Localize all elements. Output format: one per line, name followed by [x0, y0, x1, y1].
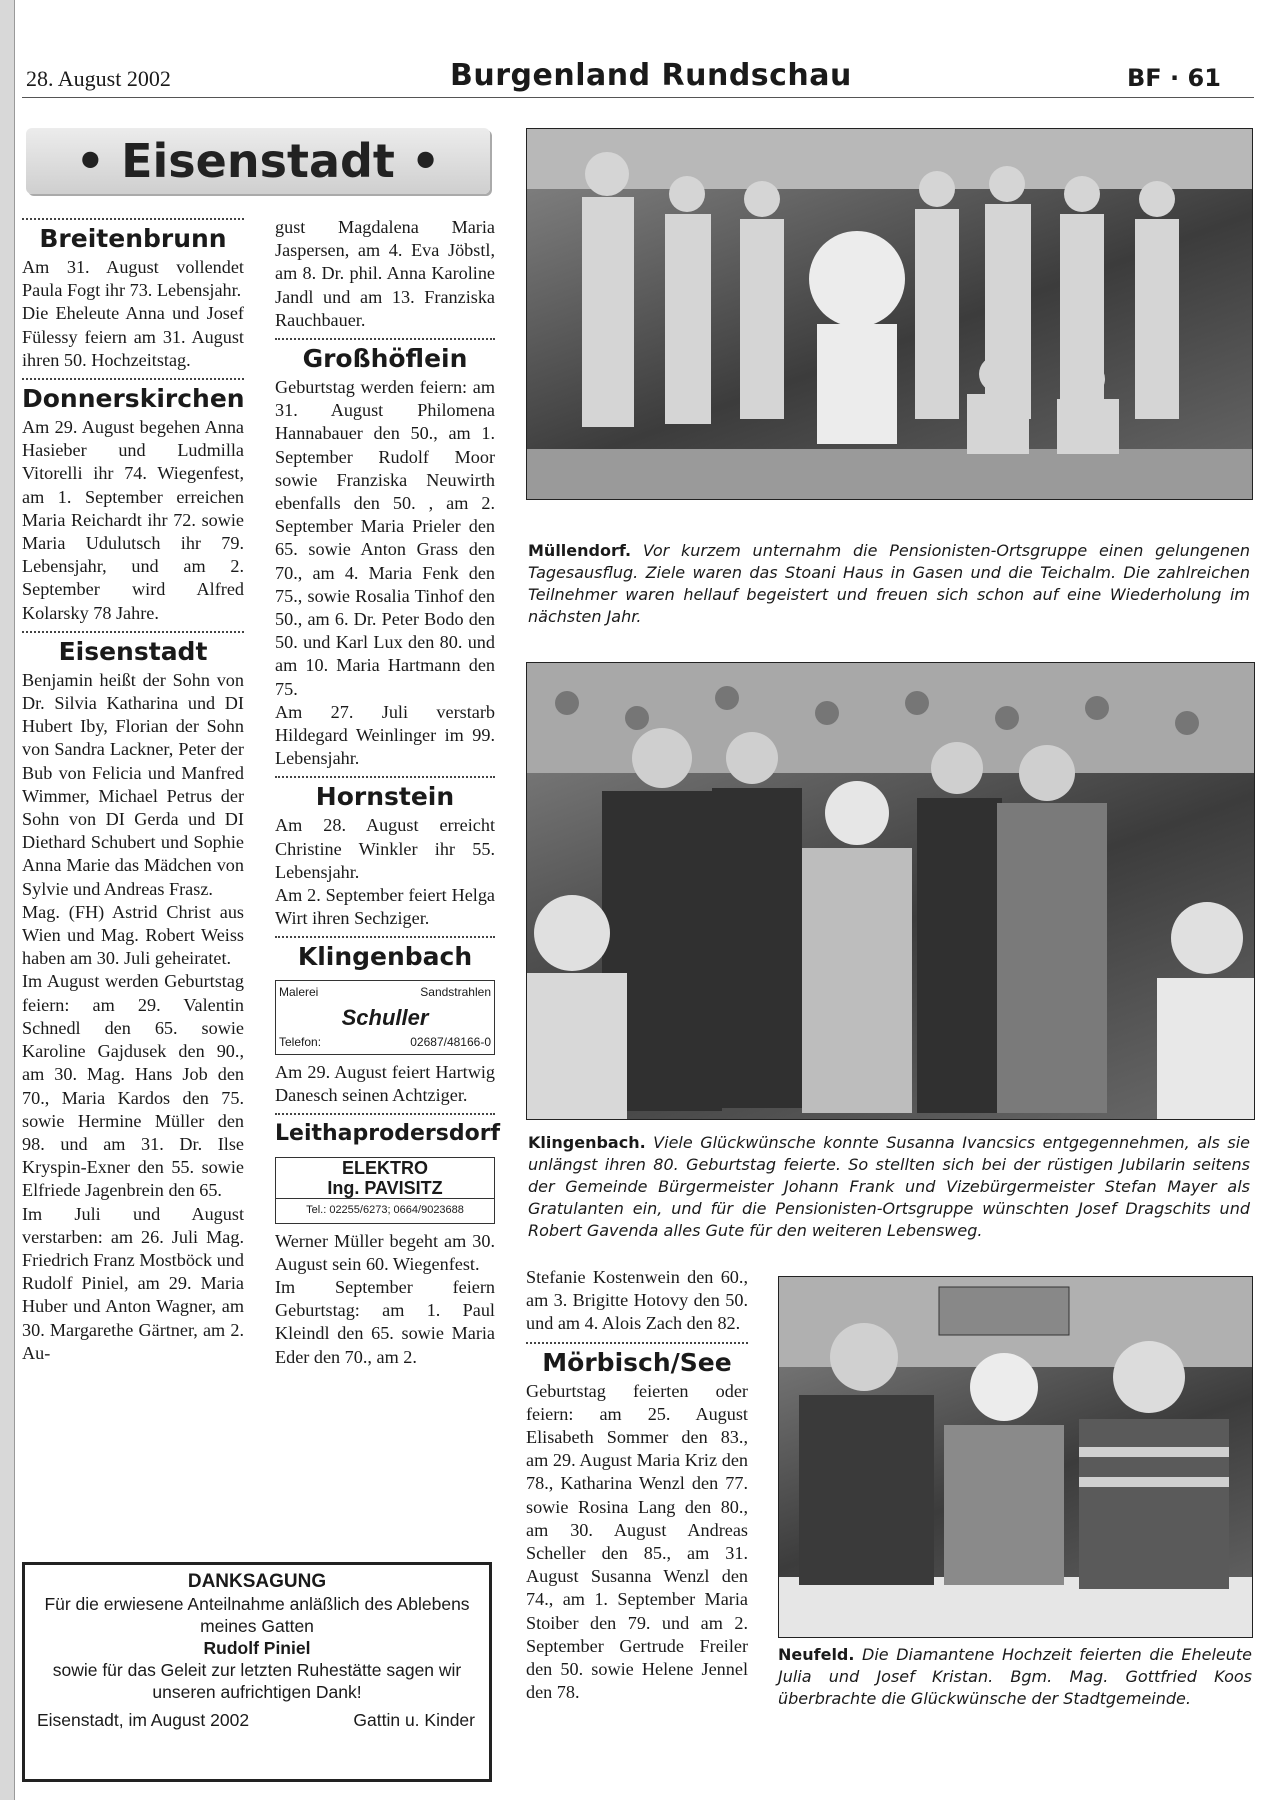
article-text: Am 29. August begehen Anna Hasieber und Ludmilla Vitorelli ihr 74. Wiegenfest, am 1. September erreichen Maria Reichardt ihr 72. sowie Maria Udulutsch ihr 79. Lebensjahr, und am 2. September wird Alfred Kolarsky 78 Jahre.: [22, 417, 244, 623]
article-text: Am 28. August erreicht Christine Winkler ihr 55. Lebensjahr.: [275, 815, 495, 882]
caption-text: Die Diamantene Hochzeit feierten die Eheleute Julia und Josef Kristan. Bgm. Mag. Gottfried Koos überbrachte die Glückwünsche der Stadtgemeinde.: [778, 1645, 1252, 1708]
ad-text: Malerei: [279, 985, 319, 1000]
caption-neufeld: [778, 1644, 1252, 1710]
column-1: [22, 212, 244, 1365]
article-text: Am 27. Juli verstarb Hildegard Weinlinger im 99. Lebensjahr.: [275, 701, 495, 769]
caption-place: Müllendorf.: [528, 541, 632, 560]
header-rule: [22, 97, 1254, 98]
heading-breitenbrunn: Breitenbrunn: [22, 218, 244, 256]
photo-klingenbach: [526, 662, 1255, 1120]
ad-text: Sandstrahlen: [420, 985, 491, 1000]
newspaper-title: Burgenland Rundschau: [450, 58, 852, 93]
column-2: [275, 216, 501, 1369]
heading-donnerskirchen: Donnerskirchen: [22, 378, 244, 416]
article-text: Mag. (FH) Astrid Christ aus Wien und Mag. Robert Weiss haben am 30. Juli geheiratet.: [22, 901, 244, 969]
advert-schuller: [275, 980, 495, 1054]
ad-phone: Tel.: 02255/6273; 0664/9023688: [276, 1198, 494, 1222]
article-text: Am 29. August feiert Hartwig Danesch seinen Achtziger.: [275, 1061, 495, 1106]
article-text: Die Eheleute Anna und Josef Fülessy feiern am 31. August ihren 50. Hochzeitstag.: [22, 303, 244, 370]
caption-place: Klingenbach.: [528, 1133, 646, 1152]
danksagung-signature: Gattin u. Kinder: [353, 1710, 475, 1730]
danksagung-text: Für die erwiesene Anteilnahme anläßlich des Ablebens meines Gatten: [44, 1594, 470, 1636]
heading-moerbisch: Mörbisch/See: [526, 1342, 748, 1380]
heading-leithaprodersdorf: Leithaprodersdorf: [275, 1113, 495, 1151]
scan-edge: [0, 0, 15, 1800]
article-text: Benjamin heißt der Sohn von Dr. Silvia Katharina und DI Hubert Iby, Florian der Sohn von Sandra Lackner, Peter der Bub von Felicia und Manfred Wimmer, Michael Petrus der Sohn von DI Gerda und DI Diethard Schubert und Sophie Anna Marie das Mädchen von Sylvie und Andreas Frasz.: [22, 669, 244, 899]
article-text: gust Magdalena Maria Jaspersen, am 4. Eva Jöbstl, am 8. Dr. phil. Anna Karoline Jandl und am 13. Franziska Rauchbauer.: [275, 217, 495, 330]
issue-date: 28. August 2002: [26, 66, 171, 91]
danksagung-box: [22, 1562, 492, 1782]
danksagung-title: DANKSAGUNG: [187, 1571, 327, 1592]
article-text: Geburtstag werden feiern: am 31. August Philomena Hannabauer den 50., am 1. September Rudolf Moor sowie Franziska Neuwirth ebenfalls den 50. , am 2. September Maria Prieler den 65. sowie Anton Grass den 70., am 4. Maria Fenk den 75., sowie Rosalia Tinhof den 50., am 6. Dr. Peter Bodo den 50. und Karl Lux den 80. und am 10. Maria Hartmann den 75.: [275, 377, 495, 699]
danksagung-name: Rudolf Piniel: [203, 1638, 311, 1658]
advert-elektro: [275, 1157, 495, 1223]
heading-klingenbach: Klingenbach: [275, 936, 495, 974]
heading-hornstein: Hornstein: [275, 776, 495, 814]
ad-text: Ing. PAVISITZ: [327, 1178, 443, 1199]
caption-klingenbach: [528, 1132, 1250, 1242]
danksagung-place: Eisenstadt, im August 2002: [37, 1710, 250, 1730]
ad-text: Telefon:: [279, 1034, 322, 1049]
article-text: Am 2. September feiert Helga Wirt ihren Sechziger.: [275, 885, 495, 929]
photo-muellendorf: [526, 128, 1253, 500]
article-text: Im Juli und August verstarben: am 26. Juli Mag. Friedrich Franz Mostböck und Rudolf Piniel, am 29. Maria Huber und Anton Wagner, am 30. Margarethe Gärtner, am 2. Au-: [22, 1203, 244, 1363]
article-text: Geburtstag feierten oder feiern: am 25. August Elisabeth Sommer den 83., am 29. August Maria Kriz den 78., Katharina Wenzl den 77. sowie Rosina Lang den 80., am 30. August Andreas Scheller den 85., am 31. August Susanna Wenzl den 74., am 1. September Maria Stoiber den 79. und am 2. September Gertrude Freiler den 50. sowie Helene Jennel den 78.: [526, 1380, 748, 1703]
article-text: Stefanie Kostenwein den 60., am 3. Brigitte Hotovy den 50. und am 4. Alois Zach den 82.: [526, 1267, 748, 1334]
danksagung-text: sowie für das Geleit zur letzten Ruhestätte sagen wir unseren aufrichtigen Dank!: [52, 1660, 462, 1702]
article-text: Werner Müller begeht am 30. August sein 60. Wiegenfest.: [275, 1230, 495, 1274]
caption-muellendorf: [528, 540, 1250, 628]
page-number: BF · 61: [1127, 64, 1221, 92]
section-banner: • Eisenstadt •: [26, 128, 490, 194]
column-3: [526, 1266, 748, 1704]
article-text: Im September feiern Geburtstag: am 1. Paul Kleindl den 65. sowie Maria Eder den 70., am 2.: [275, 1276, 495, 1367]
heading-eisenstadt: Eisenstadt: [22, 631, 244, 669]
caption-place: Neufeld.: [778, 1645, 855, 1664]
photo-neufeld: [778, 1276, 1253, 1638]
article-text: Im August werden Geburtstag feiern: am 29. Valentin Schnedl den 65. sowie Karoline Gajdusek den 90., am 30. Mag. Hans Job den 70., Maria Kardos den 75. sowie Hermine Müller den 98. und am 31. Dr. Ilse Kryspin-Exner den 55. sowie Elfriede Jagenbrein den 65.: [22, 971, 244, 1201]
article-text: Am 31. August vollendet Paula Fogt ihr 73. Lebensjahr.: [22, 257, 244, 301]
ad-phone: 02687/48166-0: [410, 1034, 491, 1049]
caption-text: Vor kurzem unternahm die Pensionisten-Ortsgruppe einen gelungenen Tagesausflug. Ziele waren das Stoani Haus in Gasen und die Teichalm. Die zahlreichen Teilnehmer waren hellauf begeistert und freuen sich schon auf eine Wiederholung im nächsten Jahr.: [528, 541, 1250, 626]
heading-grosshoeflein: Großhöflein: [275, 338, 495, 376]
caption-text: Viele Glückwünsche konnte Susanna Ivancsics entgegennehmen, als sie unlängst ihren 80. Geburtstag feierte. So stellten sich bei der rüstigen Jubilarin seitens der Gemeinde Bürgermeister Johann Frank und Vizebürgermeister Stefan Mayer als Gratulanten ein, und für die Pensionisten-Ortsgruppe wünschten Josef Dragschits und Robert Gavenda alles Gute für den weiteren Lebensweg.: [528, 1133, 1250, 1240]
ad-text: ELEKTRO: [341, 1158, 428, 1179]
ad-logo: Schuller: [341, 1004, 429, 1030]
